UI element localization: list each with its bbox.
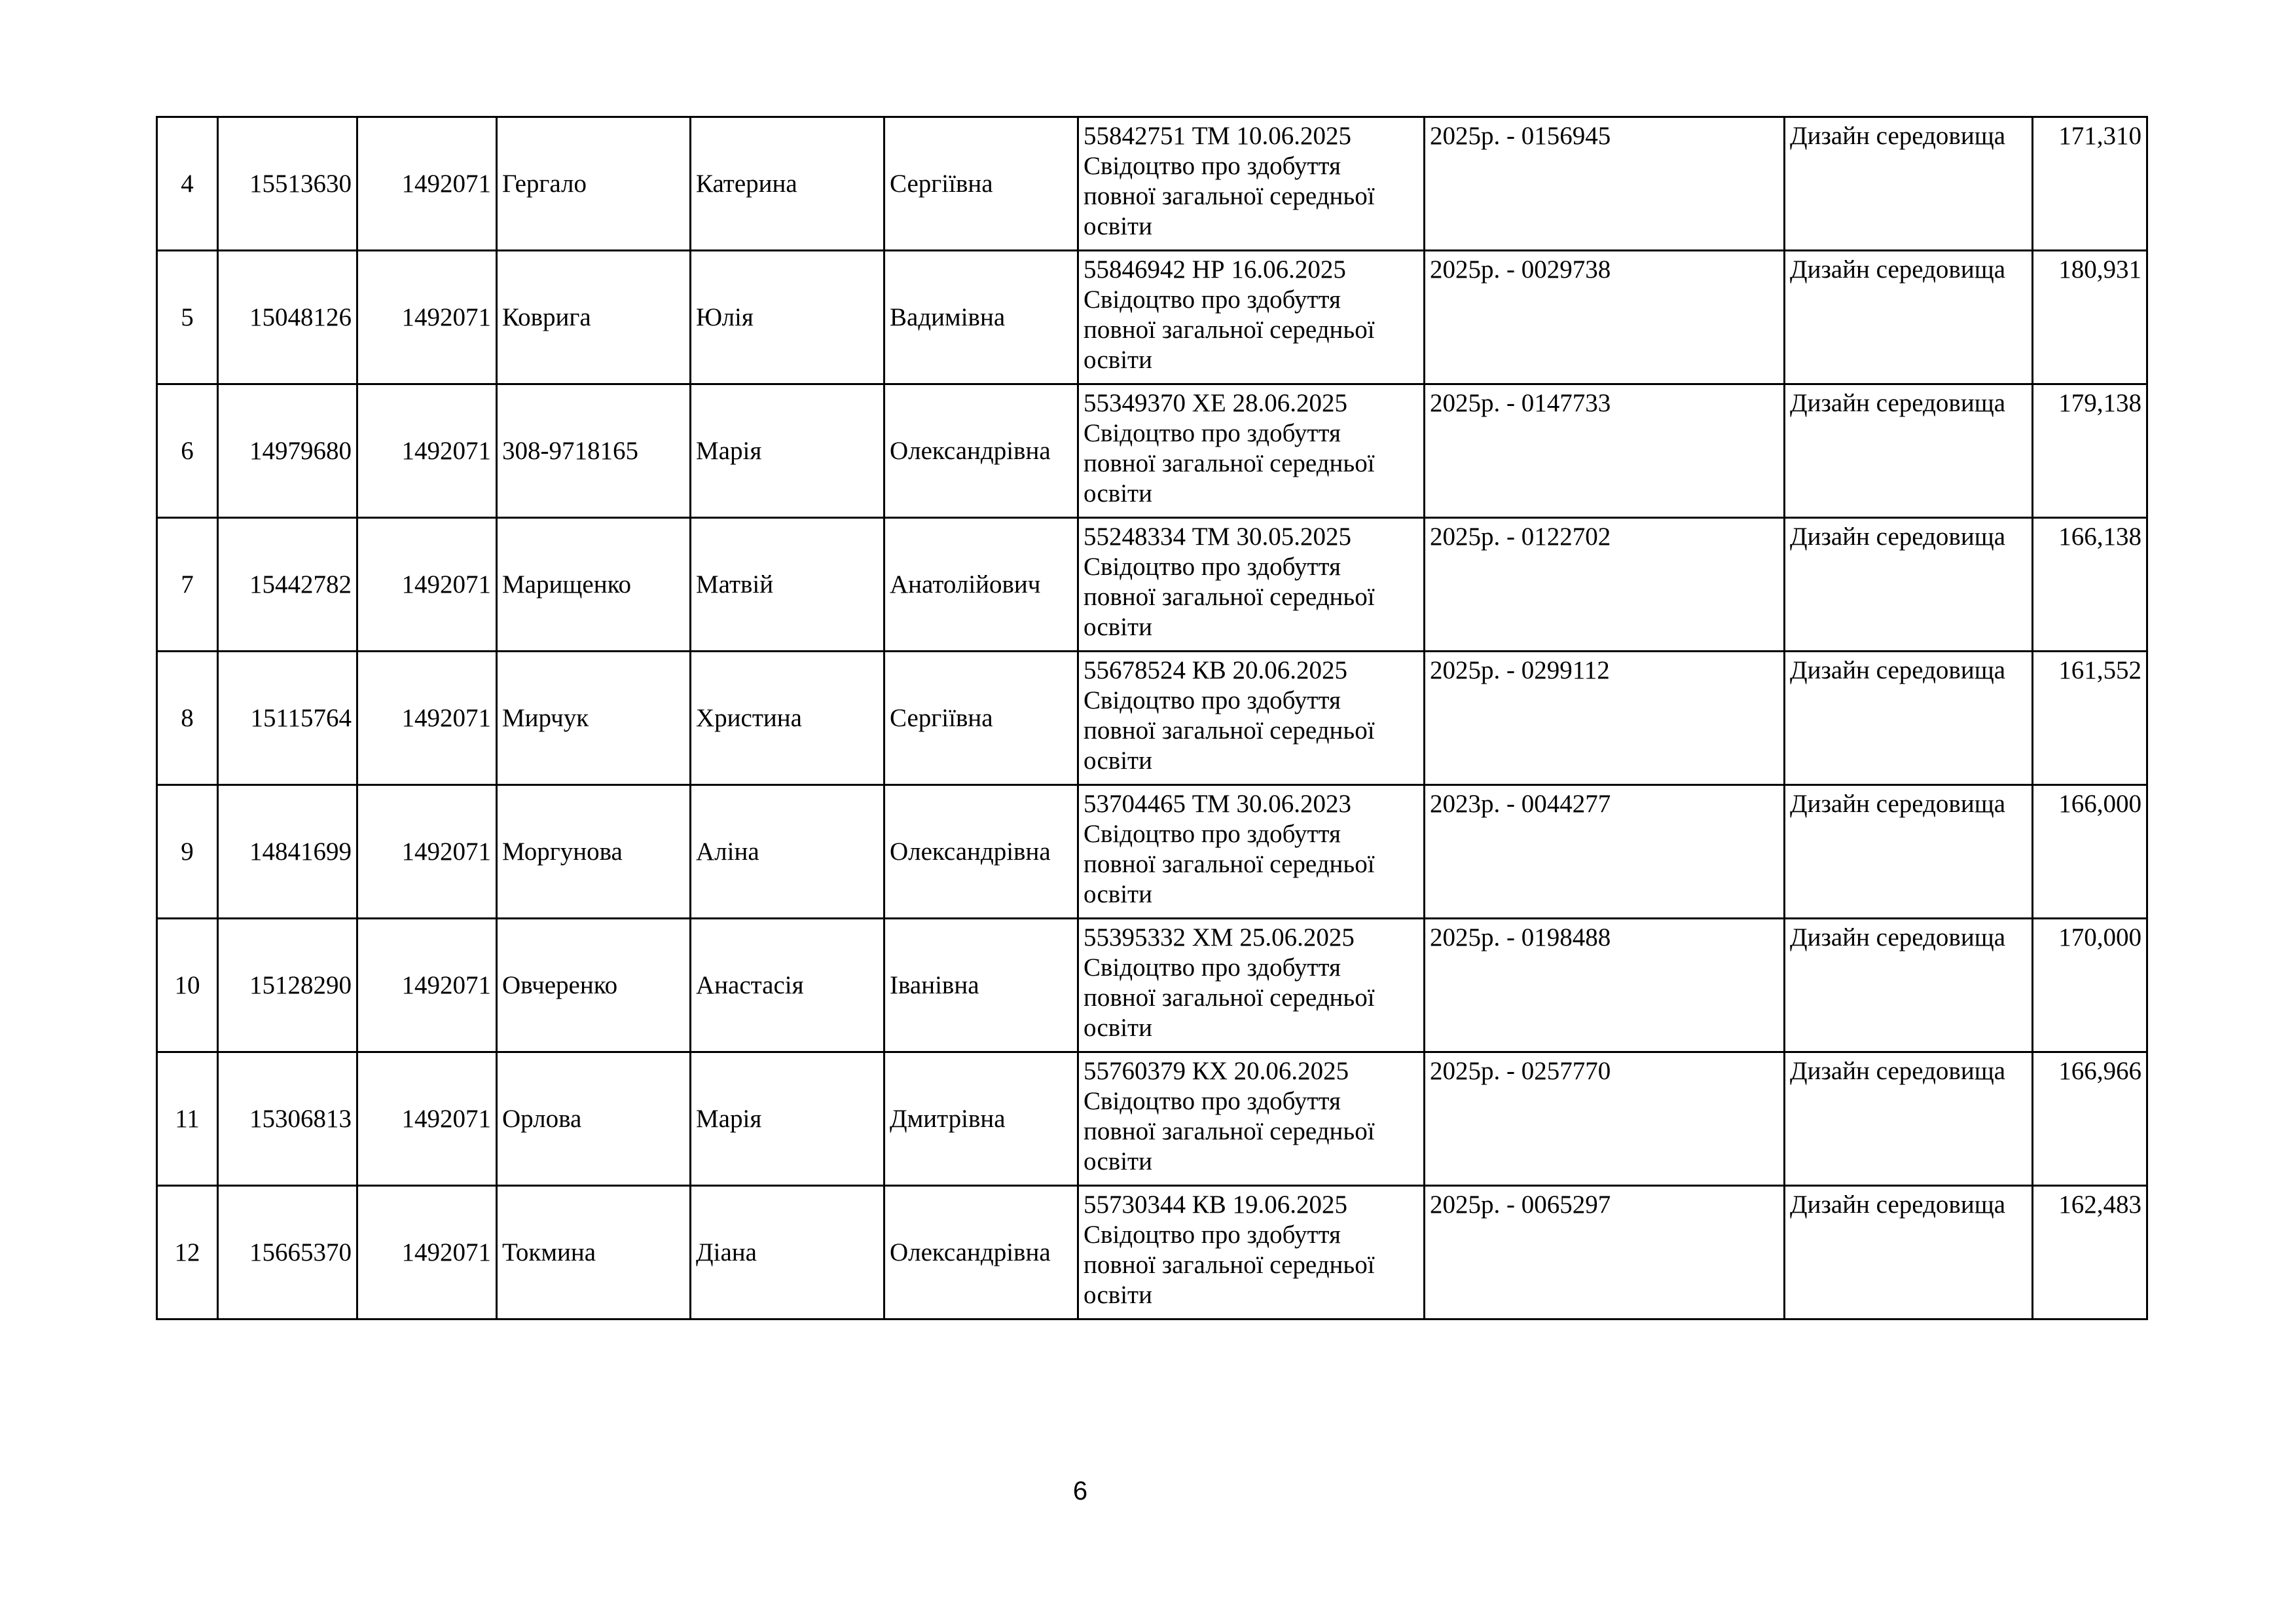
offer-code-cell: 1492071 [357,1052,497,1186]
surname-cell: Моргунова [497,785,691,919]
first-name-cell: Матвій [691,518,884,652]
applicant-id-cell: 14979680 [218,384,357,518]
surname-cell: Коврига [497,251,691,384]
education-document-cell [1078,919,1425,1052]
certificate-cell: 2025р. - 0065297 [1425,1186,1785,1320]
first-name-cell: Аліна [691,785,884,919]
score-cell: 161,552 [2033,652,2147,785]
education-document-line: освіти [1084,613,1152,641]
table-row [157,251,2147,384]
table-row [157,652,2147,785]
score-cell: 166,000 [2033,785,2147,919]
score-cell: 170,000 [2033,919,2147,1052]
row-number-cell: 5 [157,251,218,384]
first-name-cell: Христина [691,652,884,785]
education-document-line: Свідоцтво про здобуття [1084,1221,1341,1249]
education-document-line: освіти [1084,1281,1152,1309]
education-document-line: освіти [1084,346,1152,374]
offer-code-cell: 1492071 [357,117,497,251]
applicant-id-cell: 15665370 [218,1186,357,1320]
first-name-cell: Діана [691,1186,884,1320]
education-document-line: Свідоцтво про здобуття [1084,686,1341,714]
education-document-line: 55395332 ХМ 25.06.2025 [1084,923,1355,951]
applicant-id-cell: 15442782 [218,518,357,652]
row-number-cell: 7 [157,518,218,652]
education-document-line: освіти [1084,1014,1152,1042]
education-document-line: 55678524 КВ 20.06.2025 [1084,656,1348,684]
table-row [157,919,2147,1052]
patronymic-cell: Олександрівна [884,384,1078,518]
certificate-cell: 2025р. - 0147733 [1425,384,1785,518]
surname-cell: Овчеренко [497,919,691,1052]
education-document-line: Свідоцтво про здобуття [1084,152,1341,180]
education-document-cell [1078,1052,1425,1186]
certificate-cell: 2023р. - 0044277 [1425,785,1785,919]
patronymic-cell: Сергіївна [884,652,1078,785]
education-document-cell [1078,384,1425,518]
education-document-line: 55760379 КХ 20.06.2025 [1084,1057,1349,1085]
page-number: 6 [1072,1477,1088,1505]
table-row [157,1052,2147,1186]
specialty-cell: Дизайн середовища [1785,919,2033,1052]
education-document-line: Свідоцтво про здобуття [1084,820,1341,848]
applicant-id-cell: 15128290 [218,919,357,1052]
education-document-line: 55846942 НР 16.06.2025 [1084,255,1346,284]
score-cell: 179,138 [2033,384,2147,518]
row-number-cell: 11 [157,1052,218,1186]
offer-code-cell: 1492071 [357,251,497,384]
certificate-cell: 2025р. - 0156945 [1425,117,1785,251]
education-document-line: повної загальної середньої [1084,1251,1375,1279]
score-cell: 180,931 [2033,251,2147,384]
offer-code-cell: 1492071 [357,518,497,652]
patronymic-cell: Сергіївна [884,117,1078,251]
surname-cell: Токмина [497,1186,691,1320]
applicant-id-cell: 14841699 [218,785,357,919]
education-document-line: 55842751 ТМ 10.06.2025 [1084,122,1351,150]
education-document-line: Свідоцтво про здобуття [1084,286,1341,314]
first-name-cell: Анастасія [691,919,884,1052]
first-name-cell: Марія [691,384,884,518]
education-document-line: Свідоцтво про здобуття [1084,419,1341,447]
education-document-line: 55248334 ТМ 30.05.2025 [1084,523,1351,551]
applicants-table [156,116,2148,1320]
education-document-cell [1078,251,1425,384]
education-document-line: повної загальної середньої [1084,449,1375,477]
certificate-cell: 2025р. - 0299112 [1425,652,1785,785]
patronymic-cell: Іванівна [884,919,1078,1052]
applicant-id-cell: 15513630 [218,117,357,251]
table-row [157,518,2147,652]
first-name-cell: Юлія [691,251,884,384]
education-document-cell [1078,785,1425,919]
education-document-line: повної загальної середньої [1084,850,1375,878]
education-document-line: 55730344 КВ 19.06.2025 [1084,1190,1348,1219]
surname-cell: Гергало [497,117,691,251]
certificate-cell: 2025р. - 0029738 [1425,251,1785,384]
offer-code-cell: 1492071 [357,384,497,518]
first-name-cell: Катерина [691,117,884,251]
education-document-line: Свідоцтво про здобуття [1084,953,1341,982]
education-document-line: повної загальної середньої [1084,583,1375,611]
offer-code-cell: 1492071 [357,785,497,919]
education-document-line: повної загальної середньої [1084,984,1375,1012]
education-document-line: Свідоцтво про здобуття [1084,553,1341,581]
surname-cell: Марищенко [497,518,691,652]
patronymic-cell: Вадимівна [884,251,1078,384]
row-number-cell: 6 [157,384,218,518]
specialty-cell: Дизайн середовища [1785,785,2033,919]
applicant-id-cell: 15306813 [218,1052,357,1186]
table-row [157,1186,2147,1320]
row-number-cell: 10 [157,919,218,1052]
score-cell: 166,966 [2033,1052,2147,1186]
patronymic-cell: Олександрівна [884,785,1078,919]
offer-code-cell: 1492071 [357,919,497,1052]
education-document-line: Свідоцтво про здобуття [1084,1087,1341,1115]
table-row [157,785,2147,919]
score-cell: 162,483 [2033,1186,2147,1320]
education-document-line: освіти [1084,1147,1152,1175]
offer-code-cell: 1492071 [357,652,497,785]
education-document-line: освіти [1084,479,1152,507]
specialty-cell: Дизайн середовища [1785,251,2033,384]
education-document-line: повної загальної середньої [1084,182,1375,210]
specialty-cell: Дизайн середовища [1785,652,2033,785]
score-cell: 171,310 [2033,117,2147,251]
surname-cell: Мирчук [497,652,691,785]
specialty-cell: Дизайн середовища [1785,384,2033,518]
education-document-line: повної загальної середньої [1084,1117,1375,1145]
certificate-cell: 2025р. - 0257770 [1425,1052,1785,1186]
row-number-cell: 4 [157,117,218,251]
education-document-line: освіти [1084,880,1152,908]
specialty-cell: Дизайн середовища [1785,1186,2033,1320]
score-cell: 166,138 [2033,518,2147,652]
patronymic-cell: Олександрівна [884,1186,1078,1320]
specialty-cell: Дизайн середовища [1785,117,2033,251]
education-document-line: освіти [1084,747,1152,775]
specialty-cell: Дизайн середовища [1785,518,2033,652]
table-body [157,117,2147,1320]
offer-code-cell: 1492071 [357,1186,497,1320]
education-document-line: повної загальної середньої [1084,716,1375,745]
row-number-cell: 12 [157,1186,218,1320]
education-document-line: 53704465 ТМ 30.06.2023 [1084,790,1351,818]
specialty-cell: Дизайн середовища [1785,1052,2033,1186]
first-name-cell: Марія [691,1052,884,1186]
education-document-line: освіти [1084,212,1152,240]
education-document-cell [1078,117,1425,251]
certificate-cell: 2025р. - 0122702 [1425,518,1785,652]
row-number-cell: 8 [157,652,218,785]
certificate-cell: 2025р. - 0198488 [1425,919,1785,1052]
patronymic-cell: Анатолійович [884,518,1078,652]
education-document-line: повної загальної середньої [1084,316,1375,344]
table-row [157,117,2147,251]
education-document-cell [1078,518,1425,652]
applicant-id-cell: 15048126 [218,251,357,384]
education-document-cell [1078,652,1425,785]
table-row [157,384,2147,518]
patronymic-cell: Дмитрівна [884,1052,1078,1186]
surname-cell: 308-9718165 [497,384,691,518]
applicant-id-cell: 15115764 [218,652,357,785]
education-document-line: 55349370 ХЕ 28.06.2025 [1084,389,1347,417]
row-number-cell: 9 [157,785,218,919]
surname-cell: Орлова [497,1052,691,1186]
education-document-cell [1078,1186,1425,1320]
